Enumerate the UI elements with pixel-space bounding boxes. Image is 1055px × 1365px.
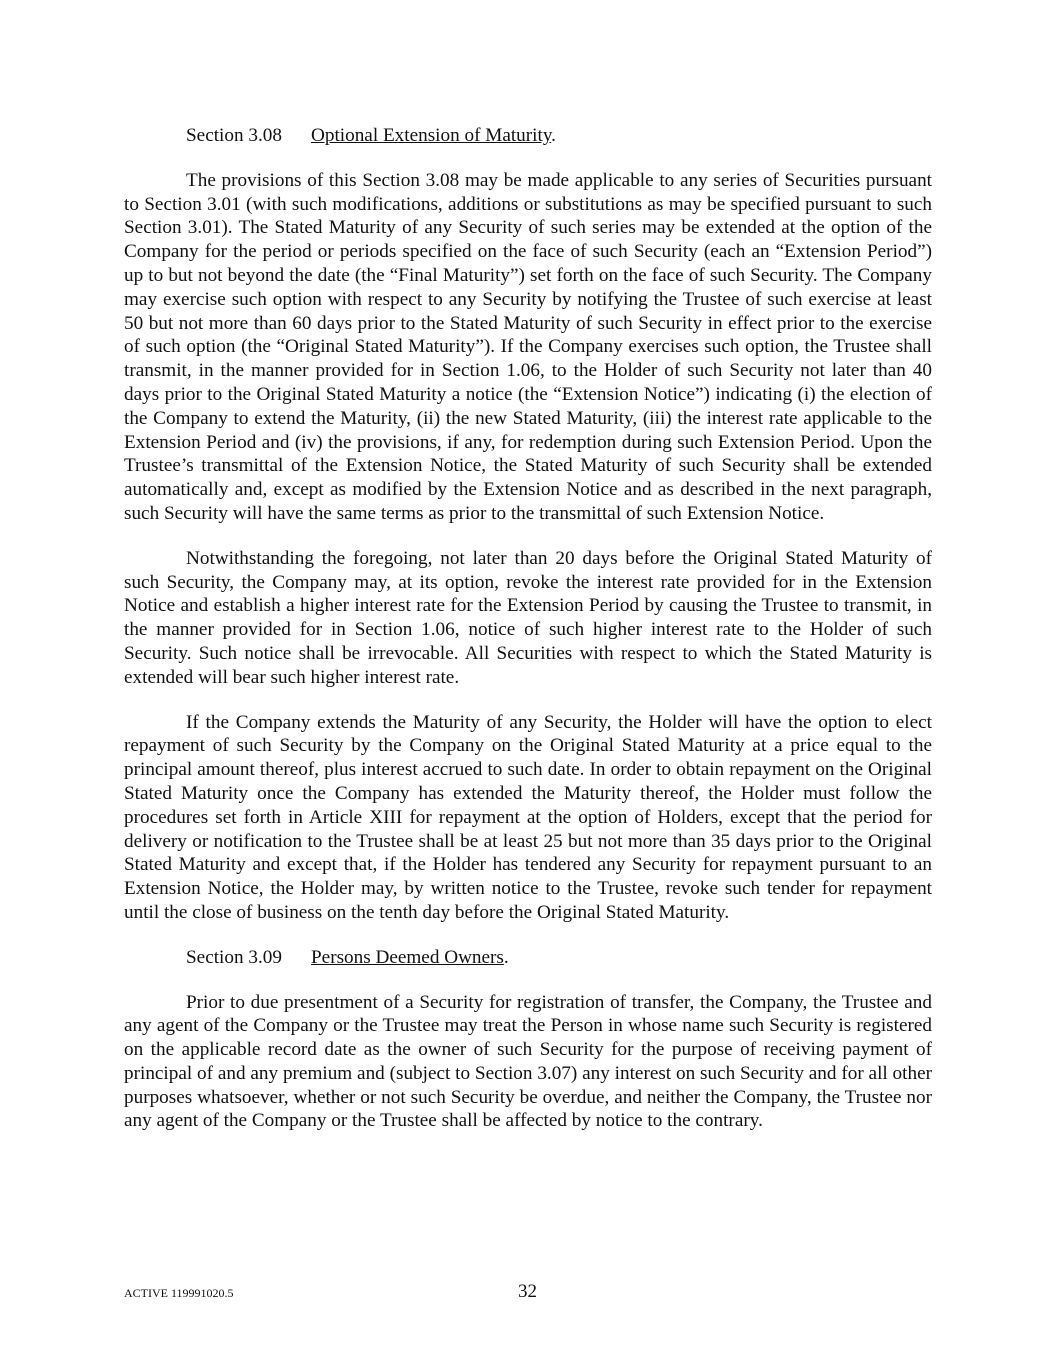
section-3-09-heading	[124, 946, 932, 970]
paragraph: The provisions of this Section 3.08 may be made applicable to any series of Securities pursuant to Section 3.01 (with such modifications, additions or substitutions as may be specified pursuant to such Section 3.01). The Stated Maturity of any Security of such series may be extended at the option of the Company for the period or periods specified on the face of such Security (each an “Extension Period”) up to but not beyond the date (the “Final Maturity”) set forth on the face of such Security. The Company may exercise such option with respect to any Security by notifying the Trustee of such exercise at least 50 but not more than 60 days prior to the Stated Maturity of such Security in effect prior to the exercise of such option (the “Original Stated Maturity”). If the Company exercises such option, the Trustee shall transmit, in the manner provided for in Section 1.06, to the Holder of such Security not later than 40 days prior to the Original Stated Maturity a notice (the “Extension Notice”) indicating (i) the election of the Company to extend the Maturity, (ii) the new Stated Maturity, (iii) the interest rate applicable to the Extension Period and (iv) the provisions, if any, for redemption during such Extension Period. Upon the Trustee’s transmittal of the Extension Notice, the Stated Maturity of such Security shall be extended automatically and, except as modified by the Extension Notice and as described in the next paragraph, such Security will have the same terms as prior to the transmittal of such Extension Notice.	[124, 169, 932, 524]
section-3-08-heading	[124, 124, 932, 148]
document-body	[124, 124, 932, 1154]
paragraph: Prior to due presentment of a Security for registration of transfer, the Company, the Trustee and any agent of the Company or the Trustee may treat the Person in whose name such Security is registered on the applicable record date as the owner of such Security for the purpose of receiving payment of principal of and any premium and (subject to Section 3.07) any interest on such Security and for all other purposes whatsoever, whether or not such Security be overdue, and neither the Company, the Trustee nor any agent of the Company or the Trustee shall be affected by notice to the contrary.	[124, 991, 932, 1132]
paragraph: Notwithstanding the foregoing, not later than 20 days before the Original Stated Maturity of such Security, the Company may, at its option, revoke the interest rate provided for in the Extension Notice and establish a higher interest rate for the Extension Period by causing the Trustee to transmit, in the manner provided for in Section 1.06, notice of such higher interest rate to the Holder of such Security. Such notice shall be irrevocable. All Securities with respect to which the Stated Maturity is extended will bear such higher interest rate.	[124, 547, 932, 688]
paragraph: If the Company extends the Maturity of any Security, the Holder will have the option to elect repayment of such Security by the Company on the Original Stated Maturity at a price equal to the principal amount thereof, plus interest accrued to such date. In order to obtain repayment on the Original Stated Maturity once the Company has extended the Maturity thereof, the Holder must follow the procedures set forth in Article XIII for repayment at the option of Holders, except that the period for delivery or notification to the Trustee shall be at least 25 but not more than 35 days prior to the Original Stated Maturity and except that, if the Holder has tendered any Security for repayment pursuant to an Extension Notice, the Holder may, by written notice to the Trustee, revoke such tender for repayment until the close of business on the tenth day before the Original Stated Maturity.	[124, 711, 932, 923]
footer-document-id: ACTIVE 119991020.5	[124, 1286, 234, 1300]
section-title: Persons Deemed Owners	[311, 946, 504, 968]
section-title-period: .	[503, 946, 509, 968]
section-number: Section 3.09	[186, 946, 282, 968]
section-title: Optional Extension of Maturity	[311, 125, 552, 146]
section-number: Section 3.08	[186, 125, 282, 146]
page-number: 32	[518, 1281, 537, 1302]
section-title-period: .	[551, 125, 556, 146]
